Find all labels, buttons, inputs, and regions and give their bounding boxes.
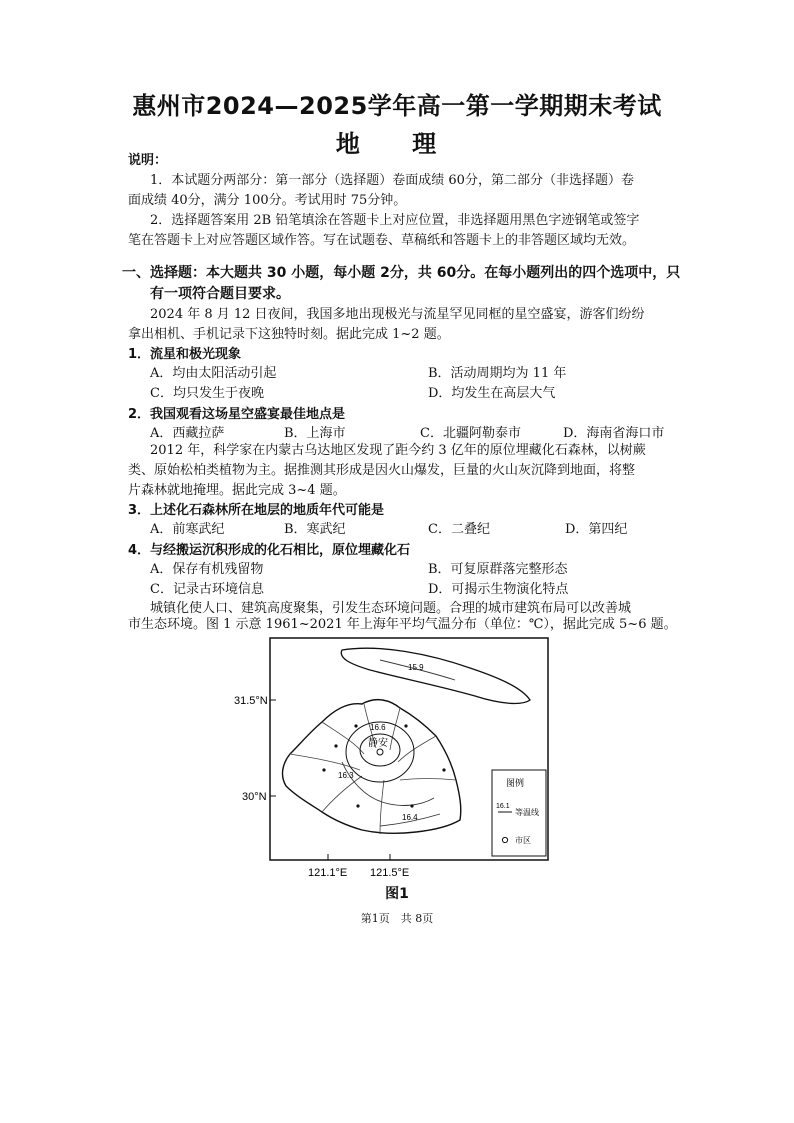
figure-caption: 图1 [385,886,409,902]
question-3-option-a: A．前寒武纪 [150,522,225,537]
question-1-option-d: D．均发生在高层大气 [428,386,556,401]
question-3-stem: 3．上述化石森林所在地层的地质年代可能是 [128,503,385,518]
question-2-option-c: C．北疆阿勒泰市 [420,426,521,441]
question-4-option-a: A．保存有机残留物 [150,562,264,577]
question-4-stem: 4．与经搬运沉积形成的化石相比，原位埋藏化石 [128,543,411,558]
passage-2-line-3: 片森林就地掩埋。据此完成 3~4 题。 [128,483,346,498]
question-4-option-c: C．记录古环境信息 [150,582,264,597]
question-1-option-c: C．均只发生于夜晚 [150,386,264,401]
lat-label-north: 31.5°N [234,695,268,707]
notes-heading: 说明： [128,153,168,168]
lon-label-east: 121.5°E [370,867,410,879]
note-item-1-line-1: 1．本试题分两部分：第一部分（选择题）卷面成绩 60分，第二部分（非选择题）卷 [150,173,634,188]
isotherm-label-bottom: 16.4 [402,813,418,822]
passage-2-line-1: 2012 年，科学家在内蒙古乌达地区发现了距今约 3 亿年的原位埋藏化石森林，以树蕨 [150,443,646,458]
chongming-island [341,648,530,703]
district-dot [356,804,359,807]
note-item-2-line-1: 2．选择题答案用 2B 铅笔填涂在答题卡上对应位置，非选择题用黑色字迹钢笔或签字 [150,213,640,228]
lon-label-west: 121.1°E [308,867,348,879]
passage-3-line-1: 城镇化使人口、建筑高度聚集，引发生态环境问题。合理的城市建筑布局可以改善城 [150,601,632,616]
question-1-option-a: A．均由太阳活动引起 [150,366,277,381]
district-dot [354,724,357,727]
question-2-option-a: A．西藏拉萨 [150,426,225,441]
question-3-option-d: D．第四纪 [565,522,628,537]
question-3-option-b: B．寒武纪 [284,522,346,537]
legend-city-label: 市区 [515,836,531,845]
passage-1-line-2: 拿出相机、手机记录下这独特时刻。据此完成 1~2 题。 [128,327,450,342]
isotherm-label-center: 16.6 [370,723,386,732]
district-dot [410,804,413,807]
passage-1-line-1: 2024 年 8 月 12 日夜间，我国多地出现极光与流星罕见同框的星空盛宴，游客们纷纷 [150,307,645,322]
note-item-2-line-2: 笔在答题卡上对应答题区域作答。写在试题卷、草稿纸和答题卡上的非答题区域均无效。 [128,233,636,248]
question-3-option-c: C．二叠纪 [428,522,490,537]
map-svg [230,630,570,890]
legend-isotherm-label: 等温线 [515,808,539,817]
page-footer: 第1页 共 8页 [360,912,434,925]
question-1-stem: 1．流星和极光现象 [128,347,242,362]
district-dot [334,744,337,747]
exam-title: 惠州市2024—2025学年高一第一学期期末考试 [132,92,662,120]
shanghai-isotherm-map [230,630,570,890]
isotherm-label-left: 16.3 [338,771,354,780]
passage-2-line-2: 类、原始松柏类植物为主。据推测其形成是因火山爆发，巨量的火山灰沉降到地面，将整 [128,463,636,478]
mainland-outline [283,700,461,834]
question-2-option-b: B．上海市 [284,426,346,441]
question-4-option-d: D．可揭示生物演化特点 [428,582,569,597]
district-dot [404,724,407,727]
legend-title: 图例 [506,779,525,789]
legend-sample-value: 16.1 [496,803,510,810]
section-1-heading-cont: 有一项符合题目要求。 [150,286,290,302]
city-center-marker [377,749,383,755]
passage-3-line-2: 市生态环境。图 1 示意 1961~2021 年上海年平均气温分布（单位：℃），据此完成 5~6 题。 [128,617,677,632]
lat-label-south: 30°N [242,791,267,803]
question-2-stem: 2．我国观看这场星空盛宴最佳地点是 [128,407,346,422]
district-dot [442,768,445,771]
note-item-1-line-2: 面成绩 40分，满分 100分。考试用时 75分钟。 [128,193,407,208]
section-1-heading: 一、选择题：本大题共 30 小题，每小题 2分，共 60分。在每小题列出的四个选项中，只 [122,265,681,281]
question-2-option-d: D．海南省海口市 [563,426,665,441]
isotherm-label-top: 15.9 [408,663,424,672]
question-4-option-b: B．可复原群落完整形态 [428,562,568,577]
district-dot [322,768,325,771]
question-1-option-b: B．活动周期均为 11 年 [428,366,567,381]
city-label: 静安 [368,738,388,749]
exam-subject: 地 理 [335,130,459,158]
